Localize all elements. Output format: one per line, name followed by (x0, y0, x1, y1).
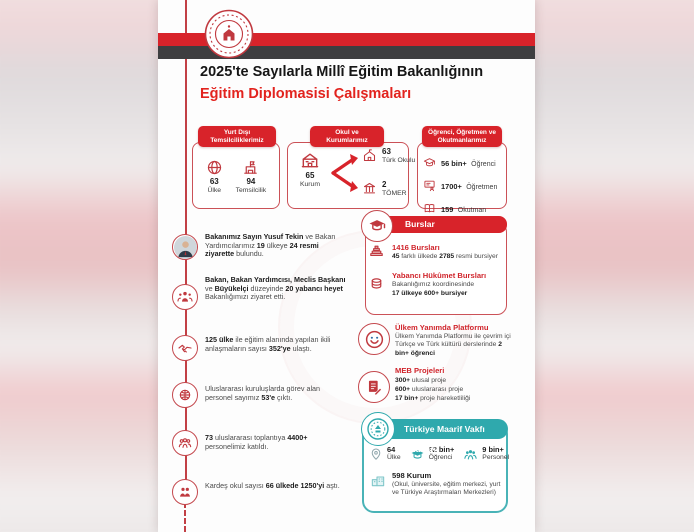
stat-label: Personel (482, 454, 510, 462)
stat-label: Ülke (207, 187, 222, 194)
stat-label: Kurum (299, 181, 321, 188)
burs-item-desc-line2: 17 ülkeye 600+ bursiyer (392, 290, 468, 297)
burs-item-title: Yabancı Hükûmet Bursları (392, 271, 487, 280)
graduation-cap-icon (423, 156, 436, 169)
maarif-foundation-seal-icon (361, 412, 395, 446)
ulkem-title: Ülkem Yanımda Platformu (395, 323, 489, 332)
teacher-board-icon (423, 179, 436, 192)
embassy-icon (242, 159, 259, 176)
box-header-yurt-disi (198, 126, 276, 147)
stat-value: 64 (387, 445, 396, 454)
maarif-stat-personel (463, 446, 509, 462)
stat-label: Türk Okulu (382, 157, 416, 164)
timeline-item-text: 125 ülke ile eğitim alanında yapılan ikili anlaşmaların sayısı 352'ye ulaştı. (205, 335, 331, 353)
stat-label: TÖMER (382, 190, 407, 197)
stat-temsilcilik (236, 159, 267, 194)
stat-value: 56 bin+ (441, 159, 467, 168)
coins-icon (368, 276, 385, 293)
kurum-value: 598 Kurum (392, 471, 432, 480)
row-label: proje hareketliliği (418, 395, 471, 402)
timeline-item-text: Bakan, Bakan Yardımcısı, Meclis Başkanı ve Büyükelçi düzeyinde 20 yabancı heyet Bakanlığımızı ziyaret etti. (205, 275, 346, 302)
agreement-icon (172, 335, 198, 361)
maarif-kurum-block (392, 472, 504, 497)
burs-item-desc: 45 farklı ülkede 2785 resmi bursiyer (392, 253, 498, 260)
stat-value: 1700+ (441, 182, 462, 191)
timeline-item-text: Kardeş okul sayısı 66 ülkede 1250'yi aştı. (205, 481, 340, 490)
row-label: ulusal proje (410, 377, 447, 384)
stat-label: Ülke (387, 454, 401, 462)
meb-projeleri-rows (395, 376, 470, 403)
open-book-icon (423, 202, 436, 215)
row-label: uluslararası proje (410, 386, 464, 393)
smiley-platform-seal-icon (358, 323, 390, 355)
box-ogrenci-ogretmen (417, 142, 507, 214)
row-value: 600+ (395, 386, 411, 393)
burslar-title: Burslar (405, 219, 435, 229)
maarif-stats-row (369, 446, 509, 462)
globe-icon (206, 159, 223, 176)
institution-icon (300, 150, 320, 170)
branch-turk-okulu (362, 147, 415, 164)
burs-item-desc-line1: Bakanlığımız koordinesinde (392, 281, 475, 288)
box-header-okul-kurum (310, 126, 384, 147)
stat-value: 63 (209, 177, 219, 186)
branch-tomer (362, 180, 407, 197)
project-document-seal-icon (358, 371, 390, 403)
stat-label: Öğrenci (428, 454, 453, 462)
timeline-line-dashed (184, 502, 186, 532)
stat-label: Öğretmen (466, 184, 498, 191)
row-ogretmen (423, 176, 506, 194)
stat-ulke (206, 159, 223, 194)
delegation-icon (172, 284, 198, 310)
stat-label: Temsilcilik (235, 187, 267, 194)
row-okutman (423, 199, 506, 217)
school-icon (362, 148, 377, 163)
box-header-line1: Okul ve (335, 129, 359, 136)
timeline-item-text: Uluslararası kuruluşlarda görev alan personel sayımız 53'e çıktı. (205, 384, 321, 402)
stat-value: 2 (382, 180, 387, 189)
box-header-line1: Öğrenci, Öğretmen ve (428, 129, 496, 136)
box-yurt-disi (192, 142, 280, 209)
meb-logo (204, 9, 254, 59)
timeline-item-text: 73 uluslararası toplantıya 4400+ personelimiz katıldı. (205, 433, 308, 451)
fork-arrows-icon (330, 151, 360, 195)
box-header-line2: Okutmanlarımız (437, 136, 487, 144)
meb-project-row (395, 385, 470, 394)
stat-value: 94 (246, 177, 256, 186)
meb-project-row (395, 394, 470, 403)
stat-label: Öğrenci (471, 161, 496, 168)
stat-label: Okutman (457, 207, 487, 214)
bank-building-icon (362, 181, 377, 196)
stat-value: 62 bin+ (428, 445, 455, 454)
sister-school-icon (172, 479, 198, 505)
timeline-item-text: Bakanımız Sayın Yusuf Tekin ve Bakan Yardımcılarımız 19 ülkeye 24 resmi ziyarette bulundu. (205, 232, 336, 259)
books-stack-icon (368, 242, 385, 259)
box-header-line2: Kurumlarımız (326, 136, 368, 144)
meb-project-row (395, 376, 470, 385)
burs-item-title: 1416 Bursları (392, 243, 440, 252)
maarif-title: Türkiye Maarif Vakfı Okulları (404, 424, 485, 454)
minister-photo-icon (172, 234, 198, 260)
row-value: 300+ (395, 377, 411, 384)
row-ogrenci (423, 153, 506, 171)
stat-value: 159 (441, 205, 454, 214)
international-org-icon (172, 382, 198, 408)
scholarship-cap-seal-icon (361, 210, 393, 242)
campus-building-icon (370, 473, 386, 489)
maarif-stat-ulke (369, 446, 401, 462)
stat-kurum (291, 150, 329, 188)
map-pin-icon (369, 447, 383, 461)
row-value: 17 bin+ (395, 395, 419, 402)
page-title-line1: 2025'te Sayılarla Millî Eğitim Bakanlığının (200, 64, 484, 80)
infographic-card (158, 0, 535, 532)
kurum-desc: (Okul, üniversite, eğitim merkezi, yurt ve Türkiye Araştırmaları Merkezleri) (392, 481, 501, 497)
stat-value: 65 (305, 171, 315, 180)
meeting-group-icon (172, 430, 198, 456)
box-header-ogrenci (422, 126, 502, 147)
box-header-line1: Yurt Dışı (223, 129, 251, 136)
page-title-line2: Eğitim Diplomasisi Çalışmaları (200, 86, 412, 102)
box-header-line2: Temsilciliklerimiz (210, 136, 264, 144)
ulkem-desc: Ülkem Yanımda Platformu ile çevrim içi Türkçe ve Türk kültürü derslerinde 2 bin+ öğrenci (395, 333, 511, 357)
staff-group-icon (463, 447, 478, 462)
stat-value: 9 bin+ (482, 445, 504, 454)
meb-projeleri-title: MEB Projeleri (395, 366, 445, 375)
stat-value: 63 (382, 147, 391, 156)
